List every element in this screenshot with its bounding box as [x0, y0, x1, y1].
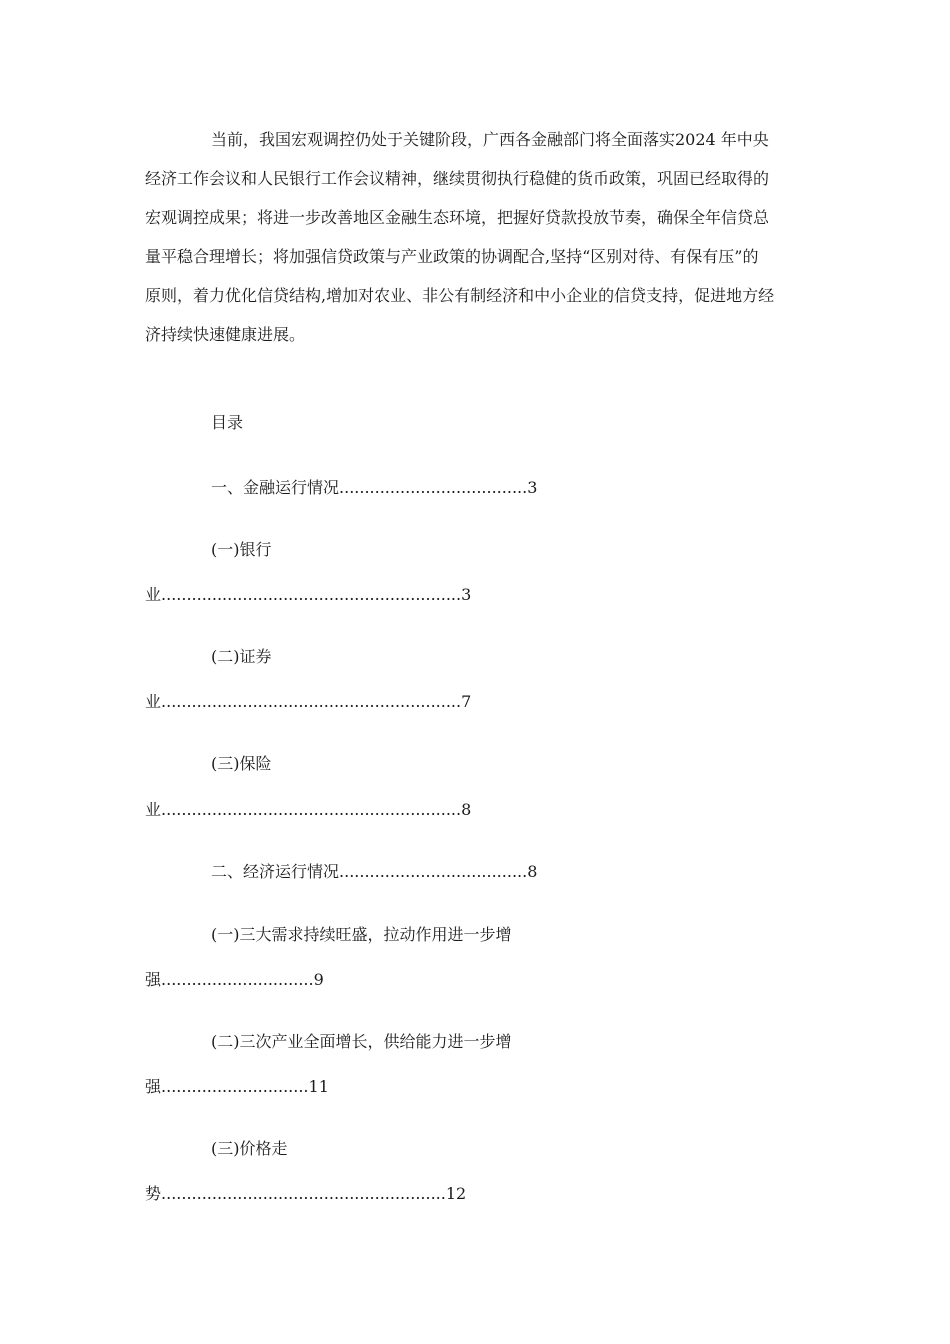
- toc-entry[interactable]: [211, 540, 272, 560]
- toc-entry-text: 二、经济运行情况: [211, 862, 340, 881]
- paragraph-line: 济持续快速健康进展。: [145, 325, 306, 344]
- toc-entry-page: 7: [461, 692, 472, 711]
- toc-entry[interactable]: [145, 585, 471, 605]
- toc-entry[interactable]: [145, 970, 324, 990]
- toc-entry[interactable]: [145, 1184, 466, 1204]
- toc-entry-page: 3: [527, 478, 538, 497]
- toc-entry-leader: .....................................: [339, 478, 528, 497]
- toc-entry-text: (三)保险: [211, 754, 272, 773]
- toc-entry-page: 9: [313, 970, 324, 989]
- toc-entry[interactable]: [211, 925, 512, 945]
- toc-entry-text: 业: [145, 800, 162, 819]
- toc-entry[interactable]: [211, 478, 537, 498]
- toc-entry-leader: .............................: [161, 1077, 309, 1096]
- toc-entry-page: 12: [445, 1184, 467, 1203]
- toc-entry-text: 业: [145, 585, 162, 604]
- toc-entry[interactable]: [211, 647, 272, 667]
- toc-entry-text: (三)价格走: [211, 1139, 288, 1158]
- paragraph-line: 当前，我国宏观调控仍处于关键阶段，广西各金融部门将全面落实2024 年中央: [211, 130, 769, 149]
- toc-entry-page: 11: [308, 1077, 329, 1096]
- toc-entry-leader: ...........................................................: [161, 692, 462, 711]
- toc-entry-text: 势: [145, 1184, 162, 1203]
- toc-entry-text: (一)银行: [211, 540, 272, 559]
- toc-entry[interactable]: [211, 754, 272, 774]
- intro-paragraph: [145, 120, 810, 354]
- toc-entry-text: (一)三大需求持续旺盛，拉动作用进一步增: [211, 925, 512, 944]
- toc-entry[interactable]: [211, 862, 537, 882]
- paragraph-line: 量平稳合理增长；将加强信贷政策与产业政策的协调配合,坚持“区别对待、有保有压”的: [145, 247, 759, 266]
- toc-entry[interactable]: [211, 1139, 288, 1159]
- toc-entry[interactable]: [145, 800, 471, 820]
- toc-entry[interactable]: [211, 1032, 512, 1052]
- toc-entry-leader: ..............................: [161, 970, 314, 989]
- toc-entry-page: 8: [461, 800, 472, 819]
- toc-entry-text: 强: [145, 970, 162, 989]
- toc-entry-page: 8: [527, 862, 538, 881]
- toc-entry-leader: ...........................................................: [161, 800, 462, 819]
- paragraph-line: 原则，着力优化信贷结构,增加对农业、非公有制经济和中小企业的信贷支持，促进地方经: [145, 286, 775, 305]
- toc-entry-text: (二)三次产业全面增长，供给能力进一步增: [211, 1032, 512, 1051]
- toc-entry[interactable]: [145, 692, 471, 712]
- paragraph-line: 经济工作会议和人民银行工作会议精神，继续贯彻执行稳健的货币政策，巩固已经取得的: [145, 169, 770, 188]
- toc-entry-text: 一、金融运行情况: [211, 478, 340, 497]
- toc-entry-text: (二)证券: [211, 647, 272, 666]
- toc-entry[interactable]: [145, 1077, 329, 1097]
- toc-entry-text: 强: [145, 1077, 162, 1096]
- toc-entry-leader: ...........................................................: [161, 585, 462, 604]
- toc-title: 目录: [211, 413, 244, 432]
- toc-entry-leader: ........................................................: [161, 1184, 446, 1203]
- toc-entry-text: 业: [145, 692, 162, 711]
- paragraph-line: 宏观调控成果；将进一步改善地区金融生态环境，把握好贷款投放节奏，确保全年信贷总: [145, 208, 770, 227]
- toc-entry-page: 3: [461, 585, 472, 604]
- toc-entry-leader: .....................................: [339, 862, 528, 881]
